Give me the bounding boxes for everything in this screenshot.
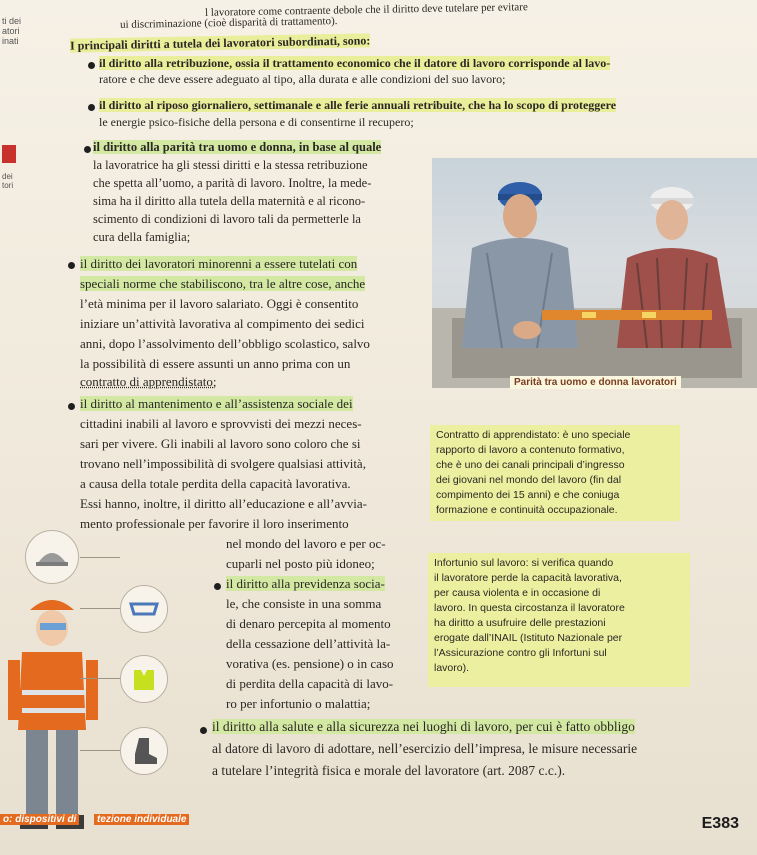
bullet-dot: [68, 262, 75, 269]
sidebar-caption: [0, 813, 190, 830]
bullet-dot: [84, 146, 91, 153]
box-line: l’Assicurazione contro gli Infortuni sul: [434, 647, 607, 659]
bullet-line: cuparli nel posto più idoneo;: [226, 556, 375, 571]
vest-icon: [120, 655, 168, 703]
margin-fragment: ti dei: [2, 16, 22, 26]
box-line: per causa violenta e in occasione di: [434, 587, 601, 599]
bullet-dot: [214, 583, 221, 590]
connector-line: [80, 750, 120, 751]
bullet-line: scimento di condizioni di lavoro tali da permetterle la: [93, 212, 361, 226]
bullet-line: sari per vivere. Gli inabili al lavoro sono coloro che si: [80, 436, 361, 451]
bullet-line: l’età minima per il lavoro salariato. Oggi è consentito: [80, 296, 359, 311]
box-line: lavoro. In questa circostanza il lavoratore: [434, 602, 625, 614]
definition-box-infortunio: [428, 553, 690, 687]
bullet-line: sima ha il diritto alla tutela della maternità e al ricono-: [93, 194, 366, 208]
bullet-dot: [88, 62, 95, 69]
bullet-line: cittadini inabili al lavoro e sprovvisti dei mezzi neces-: [80, 416, 362, 431]
connector-line: [80, 557, 120, 558]
connector-line: [80, 678, 120, 679]
page-number: E383: [701, 815, 739, 832]
bullet-line: cura della famiglia;: [93, 230, 191, 244]
bullet-line: di perdita della capacità di lavo-: [226, 676, 394, 691]
connector-line: [80, 608, 120, 609]
bullet-line: speciali norme che stabiliscono, tra le altre cose, anche: [80, 276, 366, 291]
bullet-line: contratto di apprendistato;: [80, 374, 217, 389]
bullet-line: di denaro percepita al momento: [226, 616, 391, 631]
bullet-line: a tutelare l’integrità fisica e morale del lavoratore (art. 2087 c.c.).: [212, 763, 566, 778]
caption-part: o: dispositivi di: [0, 814, 79, 825]
bullet-line: le energie psico-fisiche della persona e di consentirne il recupero;: [99, 115, 414, 129]
definition-box-apprendistato: [430, 425, 680, 521]
box-line: formazione e continuità occupazionale.: [436, 504, 618, 516]
intro-line: l lavoratore come contraente debole che il diritto deve tutelare per evitare: [204, 1, 528, 19]
intro-line: ui discriminazione (cioè disparità di trattamento).: [119, 15, 338, 31]
bullet-line: la lavoratrice ha gli stessi diritti e la stessa retribuzione: [93, 158, 368, 172]
bullet-line: mento professionale per favorire il loro inserimento: [80, 516, 349, 531]
margin-arrow-marker: [2, 145, 16, 163]
bullet-line: a causa della totale perdita della capacità lavorativa.: [80, 476, 351, 491]
box-line: lavoro).: [434, 662, 470, 674]
box-line: ha diritto a usufruire delle prestazioni: [434, 617, 606, 629]
margin-fragment: atori: [2, 26, 20, 36]
box-line: compimento dei 15 anni) e che coniuga: [436, 489, 620, 501]
bullet-line: Essi hanno, inoltre, il diritto all’educazione e all’avvia-: [80, 496, 367, 511]
bullet-line: le, che consiste in una somma: [226, 596, 382, 611]
box-line: dei giovani nel mondo del lavoro (fin dal: [436, 474, 622, 486]
bullet-line: il diritto alla salute e alla sicurezza nei luoghi di lavoro, per cui è fatto obbligo: [212, 719, 635, 734]
box-line: rapporto di lavoro a contenuto formativo,: [436, 444, 625, 456]
section-heading: I principali diritti a tutela dei lavoratori subordinati, sono:: [69, 33, 371, 53]
margin-fragment: inati: [2, 36, 19, 46]
bullet-line: anni, dopo l’assolvimento dell’obbligo scolastico, salvo: [80, 336, 370, 351]
box-line: erogate dall’INAIL (Istituto Nazionale per: [434, 632, 623, 644]
bullet-line: nel mondo del lavoro e per oc-: [226, 536, 386, 551]
helmet-icon: [25, 530, 79, 584]
margin-fragment: dei: [2, 172, 13, 181]
bullet-line: il diritto alla retribuzione, ossia il trattamento economico che il datore di lavoro corrisponde al lavo-: [99, 56, 611, 70]
box-line: il lavoratore perde la capacità lavorativa,: [434, 572, 622, 584]
bullet-line: il diritto dei lavoratori minorenni a essere tutelati con: [80, 256, 358, 271]
box-line: Contratto di apprendistato: è uno speciale: [436, 429, 631, 441]
bullet-line: della cessazione dell’attività la-: [226, 636, 391, 651]
goggles-icon: [120, 585, 168, 633]
bullet-line: il diritto al mantenimento e all’assistenza sociale dei: [80, 396, 353, 411]
bullet-dot: [88, 104, 95, 111]
box-line: che è uno dei canali principali d’ingresso: [436, 459, 625, 471]
bullet-line: il diritto al riposo giornaliero, settimanale e alle ferie annuali retribuite, che ha lo scopo di proteggere: [99, 98, 617, 112]
protective-equipment-illustration: [0, 520, 215, 820]
bullet-line: ro per infortunio o malattia;: [226, 696, 371, 711]
workers-illustration: [432, 158, 757, 388]
bullet-line: il diritto alla parità tra uomo e donna, in base al quale: [93, 140, 382, 154]
bullet-line: ratore e che deve essere adeguato al tipo, alla durata e alle condizioni del suo lavoro;: [99, 72, 506, 86]
bullet-line: trovano nell’impossibilità di svolgere qualsiasi attività,: [80, 456, 366, 471]
bullet-line: che spetta all’uomo, a parità di lavoro. Inoltre, la mede-: [93, 176, 372, 190]
bullet-line: al datore di lavoro di adottare, nell’esercizio dell’impresa, le misure necessarie: [212, 741, 638, 756]
caption-part: tezione individuale: [94, 814, 189, 825]
photo-workers: [432, 158, 757, 388]
photo-caption: Parità tra uomo e donna lavoratori: [510, 376, 681, 389]
bullet-line: iniziare un’attività lavorativa al compimento dei sedici: [80, 316, 365, 331]
margin-fragment: tori: [2, 181, 14, 190]
boot-icon: [120, 727, 168, 775]
bullet-line: vorativa (es. pensione) o in caso: [226, 656, 394, 671]
bullet-line: la possibilità di essere assunti un anno prima con un: [80, 356, 351, 371]
bullet-dot: [68, 403, 75, 410]
bullet-line: il diritto alla previdenza socia-: [226, 576, 385, 591]
box-line: Infortunio sul lavoro: si verifica quando: [434, 557, 614, 569]
